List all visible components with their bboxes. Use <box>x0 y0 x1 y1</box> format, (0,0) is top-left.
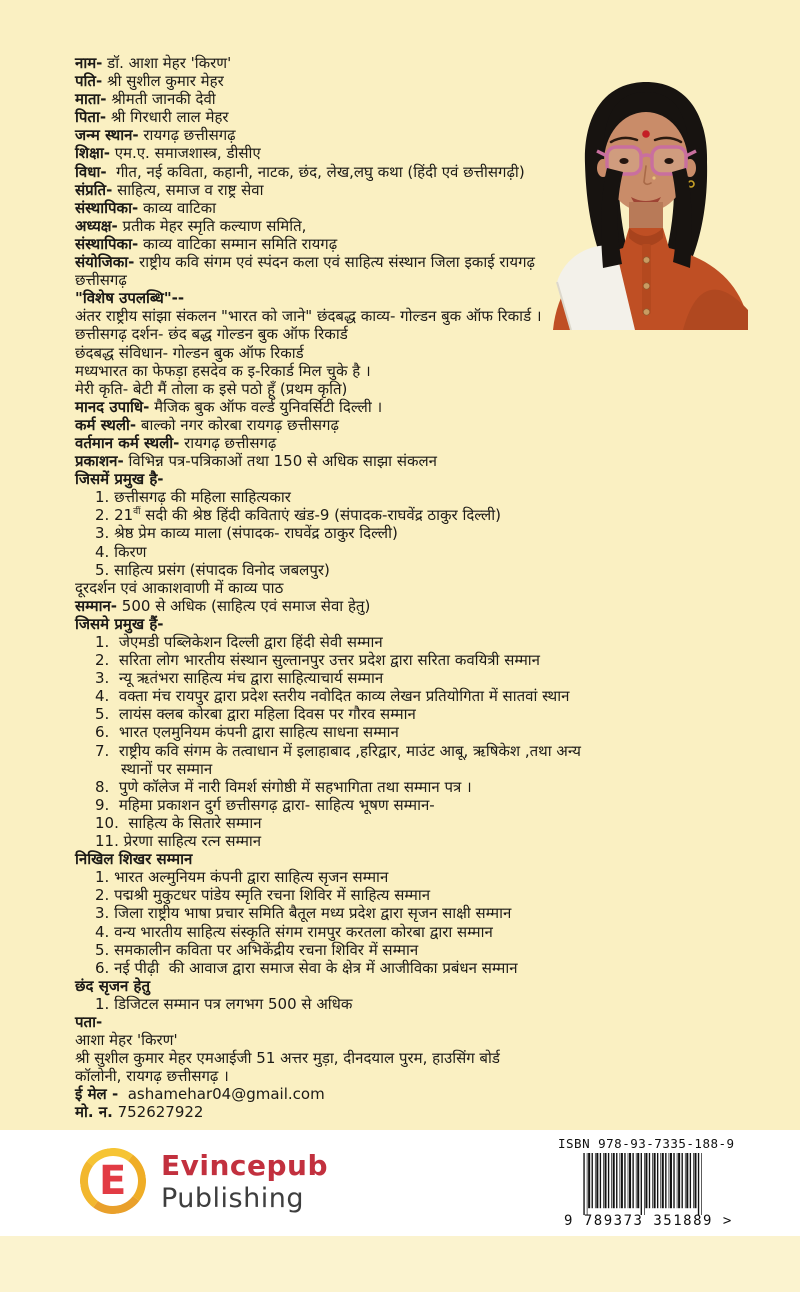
superscript: वीं <box>133 507 141 518</box>
field-value: 1. छत्तीसगढ़ की महिला साहित्यकार <box>95 488 291 507</box>
bio-line <box>75 814 755 832</box>
field-label: नाम- <box>75 54 103 72</box>
publisher-logo-text <box>161 1149 328 1214</box>
field-value: 9. महिमा प्रकाशन दुर्ग छत्तीसगढ़ द्वारा- साहित्य भूषण सम्मान- <box>95 795 435 814</box>
field-label: संप्रति- <box>75 180 113 199</box>
field-value: 7. राष्ट्रीय कवि संगम के तत्वाधान में इलाहाबाद ,हरिद्वार, माउंट आबू, ऋषिकेश ,तथा अन्य <box>95 741 581 760</box>
field-value: 6. नई पीढ़ी की आवाज द्वारा समाज सेवा के क्षेत्र में आजीविका प्रबंधन सम्मान <box>95 958 518 977</box>
bio-field <box>75 1103 755 1121</box>
field-label: पिता- <box>75 108 107 127</box>
bio-line <box>75 760 755 778</box>
section-heading <box>75 470 755 488</box>
field-value: छत्तीसगढ़ दर्शन- छंद बद्ध गोल्डन बुक ऑफ रिकार्ड <box>75 325 348 344</box>
field-value: 5. समकालीन कविता पर अभिकेंद्रीय रचना शिविर में सम्मान <box>95 940 419 959</box>
bio-line <box>75 380 755 398</box>
field-value: आशा मेहर 'किरण' <box>75 1031 178 1050</box>
bio-line <box>75 524 755 542</box>
bio-line <box>75 1049 755 1067</box>
field-value: 11. प्रेरणा साहित्य रत्न सम्मान <box>95 832 262 851</box>
bio-field <box>75 434 755 452</box>
bio-field <box>75 597 755 615</box>
field-value: रायगढ़ छत्तीसगढ़ <box>138 126 236 145</box>
field-value: काव्य वाटिका <box>138 198 217 217</box>
field-label: छंद सृजन हेतु <box>75 976 151 995</box>
field-value: मध्यभारत का फेफड़ा हसदेव क इ-रिकार्ड मिल चुके है । <box>75 361 371 380</box>
field-label: संयोजिका- <box>75 253 135 272</box>
bio-line <box>75 923 755 941</box>
field-label: जन्म स्थान- <box>75 126 139 145</box>
field-label: पता- <box>75 1012 103 1031</box>
bio-line <box>75 579 755 597</box>
bio-line <box>75 561 755 579</box>
bio-line <box>75 705 755 723</box>
field-label: विधा- <box>75 162 107 181</box>
bio-line <box>75 959 755 977</box>
bio-line <box>75 832 755 850</box>
field-label: वर्तमान कर्म स्थली- <box>75 433 180 452</box>
bio-line <box>75 796 755 814</box>
field-value: मैजिक बुक ऑफ वर्ल्ड युनिवर्सिटी दिल्ली । <box>149 397 383 416</box>
bio-field <box>75 416 755 434</box>
author-portrait-illustration <box>545 70 748 330</box>
field-label: मो. न. <box>75 1103 113 1122</box>
field-value: 2. पद्मश्री मुकुटधर पांडेय स्मृति रचना शिविर में साहित्य सम्मान <box>95 886 431 905</box>
publisher-name: Evincepub <box>161 1148 329 1182</box>
field-value: 3. श्रेष्ठ प्रेम काव्य माला (संपादक- राघवेंद्र ठाकुर दिल्ली) <box>95 524 398 543</box>
section-heading <box>75 977 755 995</box>
field-value: प्रतीक मेहर स्मृति कल्याण समिति, <box>117 216 307 235</box>
field-value: 10. साहित्य के सितारे सम्मान <box>95 813 262 832</box>
isbn-digits: 9 789373 351889 > <box>564 1213 733 1229</box>
field-value: श्री सुशील कुमार मेहर <box>102 72 224 91</box>
field-value: रायगढ़ छत्तीसगढ़ <box>179 433 277 452</box>
field-value: 6. भारत एलमुनियम कंपनी द्वारा साहित्य साधना सम्मान <box>95 723 399 742</box>
field-value: दूरदर्शन एवं आकाशवाणी में काव्य पाठ <box>75 578 284 597</box>
field-value: काव्य वाटिका सम्मान समिति रायगढ़ <box>138 234 338 253</box>
field-label: माता- <box>75 90 107 109</box>
field-value: 5. साहित्य प्रसंग (संपादक विनोद जबलपुर) <box>95 560 330 579</box>
bio-line <box>75 1031 755 1049</box>
bio-field <box>75 398 755 416</box>
field-value: 1. भारत अल्मुनियम कंपनी द्वारा साहित्य सृजन सम्मान <box>95 868 389 887</box>
field-value: 2. सरिता लोग भारतीय संस्थान सुल्तानपुर उत्तर प्रदेश द्वारा सरिता कवयित्री सम्मान <box>95 651 541 670</box>
section-heading <box>75 1013 755 1031</box>
bio-line: 2. $21^{वीं}$ सदी की श्रेष्ठ हिंदी कविताएं खंड-9 (संपादक-राघवेंद्र ठाकुर दिल्ली) <box>95 506 501 525</box>
publisher-logo-ring <box>76 1144 151 1219</box>
field-value: ashamehar04@gmail.com <box>118 1085 325 1104</box>
field-label: अध्यक्ष- <box>75 216 118 235</box>
field-label: शिक्षा- <box>75 144 110 163</box>
footer-band <box>0 1130 800 1236</box>
bio-line <box>75 344 755 362</box>
field-label: "विशेष उपलब्धि"-- <box>75 289 185 308</box>
bio-line <box>75 904 755 922</box>
field-value: डॉ. आशा मेहर 'किरण' <box>102 54 232 72</box>
bio-line <box>75 1067 755 1085</box>
bio-line <box>75 742 755 760</box>
field-value: मेरी कृति- बेटी मैं तोला क इसे पठो हूँ (प्रथम कृति) <box>75 379 348 398</box>
publisher-subtitle: Publishing <box>161 1182 304 1214</box>
field-label: ई मेल - <box>75 1085 119 1104</box>
field-value: स्थानों पर सम्मान <box>121 759 213 778</box>
publisher-logo <box>80 1148 328 1214</box>
field-label: कर्म स्थली- <box>75 415 137 434</box>
field-label: सम्मान- <box>75 596 118 615</box>
bio-line <box>75 941 755 959</box>
field-value: बाल्को नगर कोरबा रायगढ़ छत्तीसगढ़ <box>136 415 339 434</box>
bio-line <box>75 651 755 669</box>
field-value: श्री सुशील कुमार मेहर एमआईजी 51 अत्तर मुड़ा, दीनदयाल पुरम, हाउसिंग बोर्ड <box>75 1049 500 1068</box>
barcode-bars <box>582 1153 704 1215</box>
bio-field <box>75 452 755 470</box>
field-label: प्रकाशन- <box>75 452 124 471</box>
field-label: मानद उपाधि- <box>75 397 150 416</box>
field-value: 5. लायंस क्लब कोरबा द्वारा महिला दिवस पर गौरव सम्मान <box>95 705 416 724</box>
field-value: श्रीमती जानकी देवी <box>106 90 216 109</box>
bio-line <box>75 723 755 741</box>
bio-line <box>75 633 755 651</box>
field-value: श्री गिरधारी लाल मेहर <box>106 108 229 127</box>
field-value: एम.ए. समाजशास्त्र, डीसीए <box>109 144 261 163</box>
field-value: 4. किरण <box>95 542 147 561</box>
bio-line <box>75 868 755 886</box>
field-label: संस्थापिका- <box>75 234 139 253</box>
isbn-barcode <box>558 1136 735 1229</box>
field-value: 4. वक्ता मंच रायपुर द्वारा प्रदेश स्तरीय नवोदित काव्य लेखन प्रतियोगिता में सातवां स्थान <box>95 687 570 706</box>
field-value: 500 से अधिक (साहित्य एवं समाज सेवा हेतु) <box>117 596 371 615</box>
field-value: सदी की श्रेष्ठ हिंदी कविताएं खंड-9 (संपादक-राघवेंद्र ठाकुर दिल्ली) <box>140 506 501 525</box>
bio-line <box>75 995 755 1013</box>
field-value: छत्तीसगढ़ <box>75 271 127 290</box>
field-label: संस्थापिका- <box>75 198 139 217</box>
field-value: 8. पुणे कॉलेज में नारी विमर्श संगोष्ठी में सहभागिता तथा सम्मान पत्र । <box>95 777 472 796</box>
bio-line <box>75 687 755 705</box>
bio-line <box>75 488 755 506</box>
field-value: छंदबद्ध संविधान- गोल्डन बुक ऑफ रिकार्ड <box>75 343 304 362</box>
bottom-strip <box>0 1236 800 1292</box>
isbn-label: ISBN 978-93-7335-188-9 <box>558 1136 735 1151</box>
field-label: निखिल शिखर सम्मान <box>75 850 193 869</box>
field-value: 1. डिजिटल सम्मान पत्र लगभग 500 से अधिक <box>95 994 353 1013</box>
author-photo <box>545 70 748 330</box>
field-value: कॉलोनी, रायगढ़ छत्तीसगढ़ । <box>75 1067 229 1086</box>
publisher-logo-letter: E <box>99 1158 127 1205</box>
bio-field <box>75 1085 755 1103</box>
field-value: अंतर राष्ट्रीय सांझा संकलन "भारत को जाने" छंदबद्ध काव्य- गोल्डन बुक ऑफ रिकार्ड । <box>75 307 542 326</box>
field-label: जिसमें प्रमुख है- <box>75 470 164 489</box>
field-label: जिसमे प्रमुख हैं- <box>75 614 164 633</box>
field-value: 1. जेएमडी पब्लिकेशन दिल्ली द्वारा हिंदी सेवी सम्मान <box>95 633 383 651</box>
bio-line <box>75 886 755 904</box>
field-value: 3. जिला राष्ट्रीय भाषा प्रचार समिति बैतूल मध्य प्रदेश द्वारा सृजन साक्षी सम्मान <box>95 904 512 923</box>
field-value: गीत, नई कविता, कहानी, नाटक, छंद, लेख,लघु कथा (हिंदी एवं छत्तीसगढ़ी) <box>106 162 525 181</box>
field-label: पति- <box>75 72 103 91</box>
field-value: साहित्य, समाज व राष्ट्र सेवा <box>112 180 264 199</box>
bio-line <box>75 362 755 380</box>
bio-line <box>75 669 755 687</box>
section-heading <box>75 615 755 633</box>
section-heading <box>75 850 755 868</box>
field-value: राष्ट्रीय कवि संगम एवं स्पंदन कला एवं साहित्य संस्थान जिला इकाई रायगढ़ <box>134 253 535 272</box>
field-value: 3. न्यू ऋतंभरा साहित्य मंच द्वारा साहित्याचार्य सम्मान <box>95 669 384 688</box>
bio-line <box>75 543 755 561</box>
bio-line <box>75 778 755 796</box>
field-value: 4. वन्य भारतीय साहित्य संस्कृति संगम रामपुर करतला कोरबा द्वारा सम्मान <box>95 922 493 941</box>
field-value: विभिन्न पत्र-पत्रिकाओं तथा 150 से अधिक साझा संकलन <box>123 452 437 471</box>
field-value: 752627922 <box>112 1103 204 1122</box>
